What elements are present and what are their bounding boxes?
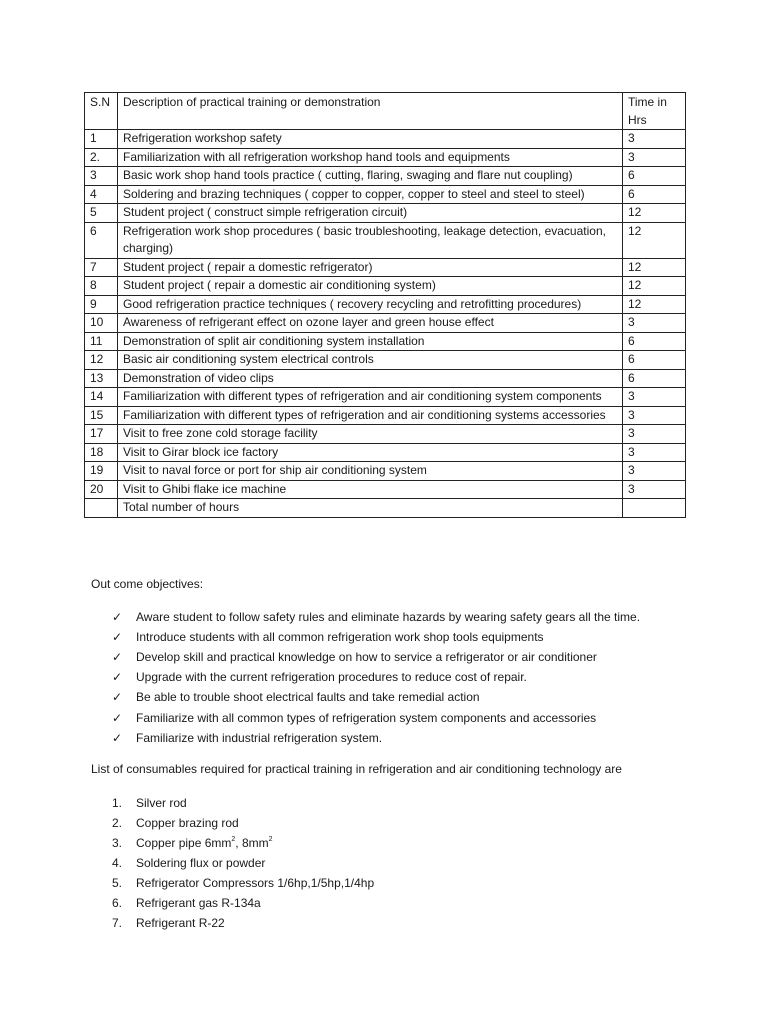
checkmark-icon: ✓ bbox=[112, 690, 123, 705]
cell-description: Demonstration of split air conditioning system installation bbox=[118, 332, 623, 351]
cell-sn: 9 bbox=[85, 295, 118, 314]
consumable-text bbox=[136, 835, 273, 852]
checkmark-icon: ✓ bbox=[112, 649, 123, 664]
cell-hours: 3 bbox=[623, 443, 686, 462]
table-row bbox=[85, 204, 686, 223]
cell-hours: 12 bbox=[623, 277, 686, 296]
table-row bbox=[85, 369, 686, 388]
item-number: 3. bbox=[112, 835, 123, 850]
table-row bbox=[85, 314, 686, 333]
list-item bbox=[112, 668, 640, 688]
item-number: 2. bbox=[112, 815, 123, 830]
cell-hours: 6 bbox=[623, 351, 686, 370]
objective-text: Introduce students with all common refrigeration work shop tools equipments bbox=[136, 629, 544, 644]
list-item bbox=[112, 708, 640, 728]
cell-description: Visit to Ghibi flake ice machine bbox=[118, 480, 623, 499]
cell-hours: 3 bbox=[623, 462, 686, 481]
cell-sn: 8 bbox=[85, 277, 118, 296]
table-row bbox=[85, 332, 686, 351]
list-item bbox=[112, 728, 640, 748]
cell-sn: 1 bbox=[85, 130, 118, 149]
header-sn: S.N bbox=[85, 93, 118, 130]
cell-description: Basic air conditioning system electrical controls bbox=[118, 351, 623, 370]
table-row bbox=[85, 406, 686, 425]
header-description: Description of practical training or demonstration bbox=[118, 93, 623, 130]
list-item bbox=[112, 813, 374, 833]
cell-description: Student project ( repair a domestic refrigerator) bbox=[118, 258, 623, 277]
objective-text: Familiarize with industrial refrigeration system. bbox=[136, 730, 383, 745]
cell-sn: 12 bbox=[85, 351, 118, 370]
table-row bbox=[85, 258, 686, 277]
cell-sn: 11 bbox=[85, 332, 118, 351]
cell-description: Familiarization with all refrigeration workshop hand tools and equipments bbox=[118, 148, 623, 167]
cell-hours: 3 bbox=[623, 130, 686, 149]
consumable-text bbox=[136, 895, 261, 912]
cell-description: Visit to free zone cold storage facility bbox=[118, 425, 623, 444]
cell-sn: 4 bbox=[85, 185, 118, 204]
cell-hours: 12 bbox=[623, 204, 686, 223]
table-row bbox=[85, 130, 686, 149]
cell-hours: 12 bbox=[623, 295, 686, 314]
table-row bbox=[85, 185, 686, 204]
checkmark-icon: ✓ bbox=[112, 710, 123, 725]
cell-hours: 12 bbox=[623, 258, 686, 277]
item-number: 1. bbox=[112, 795, 123, 810]
consumable-part: Refrigerant R-22 bbox=[136, 915, 225, 930]
consumable-text bbox=[136, 875, 374, 892]
table-row bbox=[85, 222, 686, 258]
consumable-text bbox=[136, 795, 187, 812]
cell-hours: 3 bbox=[623, 425, 686, 444]
cell-sn: 2. bbox=[85, 148, 118, 167]
cell-sn: 7 bbox=[85, 258, 118, 277]
consumable-part: Soldering flux or powder bbox=[136, 855, 266, 870]
list-item bbox=[112, 873, 374, 893]
table-row bbox=[85, 425, 686, 444]
consumables-list bbox=[112, 793, 374, 933]
cell-sn: 14 bbox=[85, 388, 118, 407]
cell-sn: 18 bbox=[85, 443, 118, 462]
cell-sn: 6 bbox=[85, 222, 118, 258]
table-row bbox=[85, 480, 686, 499]
cell-description: Refrigeration workshop safety bbox=[118, 130, 623, 149]
outcome-heading: Out come objectives: bbox=[91, 577, 204, 591]
cell-description: Visit to Girar block ice factory bbox=[118, 443, 623, 462]
cell-description: Good refrigeration practice techniques ( recovery recycling and retrofitting procedures) bbox=[118, 295, 623, 314]
consumable-part: Refrigerator Compressors 1/6hp,1/5hp,1/4hp bbox=[136, 875, 375, 890]
cell-hours: 3 bbox=[623, 480, 686, 499]
list-item bbox=[112, 913, 374, 933]
cell-hours: 6 bbox=[623, 332, 686, 351]
cell-hours: 6 bbox=[623, 369, 686, 388]
superscript: 2 bbox=[268, 835, 273, 843]
cell-sn: 13 bbox=[85, 369, 118, 388]
cell-description: Student project ( construct simple refrigeration circuit) bbox=[118, 204, 623, 223]
cell-description: Student project ( repair a domestic air conditioning system) bbox=[118, 277, 623, 296]
cell-sn: 5 bbox=[85, 204, 118, 223]
table-row bbox=[85, 167, 686, 186]
checkmark-icon: ✓ bbox=[112, 629, 123, 644]
table-row bbox=[85, 462, 686, 481]
cell-description: Basic work shop hand tools practice ( cutting, flaring, swaging and flare nut coupling) bbox=[118, 167, 623, 186]
consumable-text bbox=[136, 915, 225, 932]
item-number: 7. bbox=[112, 915, 123, 930]
consumable-part: Copper brazing rod bbox=[136, 815, 239, 830]
list-item bbox=[112, 893, 374, 913]
objective-text: Be able to trouble shoot electrical faults and take remedial action bbox=[136, 690, 480, 705]
checkmark-icon: ✓ bbox=[112, 609, 123, 624]
list-item bbox=[112, 627, 640, 647]
objectives-list bbox=[112, 607, 640, 748]
superscript: 2 bbox=[231, 835, 236, 843]
consumable-part: Silver rod bbox=[136, 795, 187, 810]
cell-hours: 12 bbox=[623, 222, 686, 258]
cell-hours: 6 bbox=[623, 167, 686, 186]
consumables-heading: List of consumables required for practical training in refrigeration and air conditioning technology are bbox=[91, 762, 622, 776]
table-row bbox=[85, 148, 686, 167]
checkmark-icon: ✓ bbox=[112, 670, 123, 685]
header-time: Time in Hrs bbox=[623, 93, 686, 130]
objective-text: Aware student to follow safety rules and eliminate hazards by wearing safety gears all the time. bbox=[136, 609, 641, 624]
cell-sn: 20 bbox=[85, 480, 118, 499]
table-row bbox=[85, 277, 686, 296]
consumable-text bbox=[136, 855, 265, 872]
list-item bbox=[112, 688, 640, 708]
cell-sn: 15 bbox=[85, 406, 118, 425]
consumable-part: , 8mm bbox=[235, 835, 269, 850]
cell-hours: 3 bbox=[623, 388, 686, 407]
cell-description: Familiarization with different types of refrigeration and air conditioning system components bbox=[118, 388, 623, 407]
cell-description: Familiarization with different types of refrigeration and air conditioning systems accessories bbox=[118, 406, 623, 425]
list-item bbox=[112, 833, 374, 853]
item-number: 4. bbox=[112, 855, 123, 870]
table-row bbox=[85, 351, 686, 370]
list-item bbox=[112, 793, 374, 813]
table-row bbox=[85, 388, 686, 407]
cell-sn: 10 bbox=[85, 314, 118, 333]
cell-description: Awareness of refrigerant effect on ozone layer and green house effect bbox=[118, 314, 623, 333]
table-row bbox=[85, 295, 686, 314]
cell-hours: 3 bbox=[623, 148, 686, 167]
list-item bbox=[112, 647, 640, 667]
item-number: 5. bbox=[112, 875, 123, 890]
cell-hours bbox=[623, 499, 686, 518]
objective-text: Upgrade with the current refrigeration procedures to reduce cost of repair. bbox=[136, 670, 527, 685]
cell-description: Visit to naval force or port for ship air conditioning system bbox=[118, 462, 623, 481]
cell-hours: 3 bbox=[623, 314, 686, 333]
cell-description: Demonstration of video clips bbox=[118, 369, 623, 388]
table-header-row bbox=[85, 93, 686, 130]
consumable-part: Copper pipe 6mm bbox=[136, 835, 232, 850]
cell-description: Total number of hours bbox=[118, 499, 623, 518]
item-number: 6. bbox=[112, 895, 123, 910]
list-item bbox=[112, 607, 640, 627]
cell-hours: 6 bbox=[623, 185, 686, 204]
cell-hours: 3 bbox=[623, 406, 686, 425]
consumable-part: Refrigerant gas R-134a bbox=[136, 895, 261, 910]
cell-sn: 19 bbox=[85, 462, 118, 481]
cell-sn bbox=[85, 499, 118, 518]
cell-sn: 17 bbox=[85, 425, 118, 444]
consumable-text bbox=[136, 815, 239, 832]
list-item bbox=[112, 853, 374, 873]
cell-description: Soldering and brazing techniques ( copper to copper, copper to steel and steel to steel) bbox=[118, 185, 623, 204]
objective-text: Develop skill and practical knowledge on how to service a refrigerator or air conditioner bbox=[136, 649, 597, 664]
cell-description: Refrigeration work shop procedures ( basic troubleshooting, leakage detection, evacuation, charging) bbox=[118, 222, 623, 258]
table-row bbox=[85, 443, 686, 462]
checkmark-icon: ✓ bbox=[112, 730, 123, 745]
table-row bbox=[85, 499, 686, 518]
training-table bbox=[84, 92, 686, 518]
cell-sn: 3 bbox=[85, 167, 118, 186]
objective-text: Familiarize with all common types of refrigeration system components and accessories bbox=[136, 710, 597, 725]
